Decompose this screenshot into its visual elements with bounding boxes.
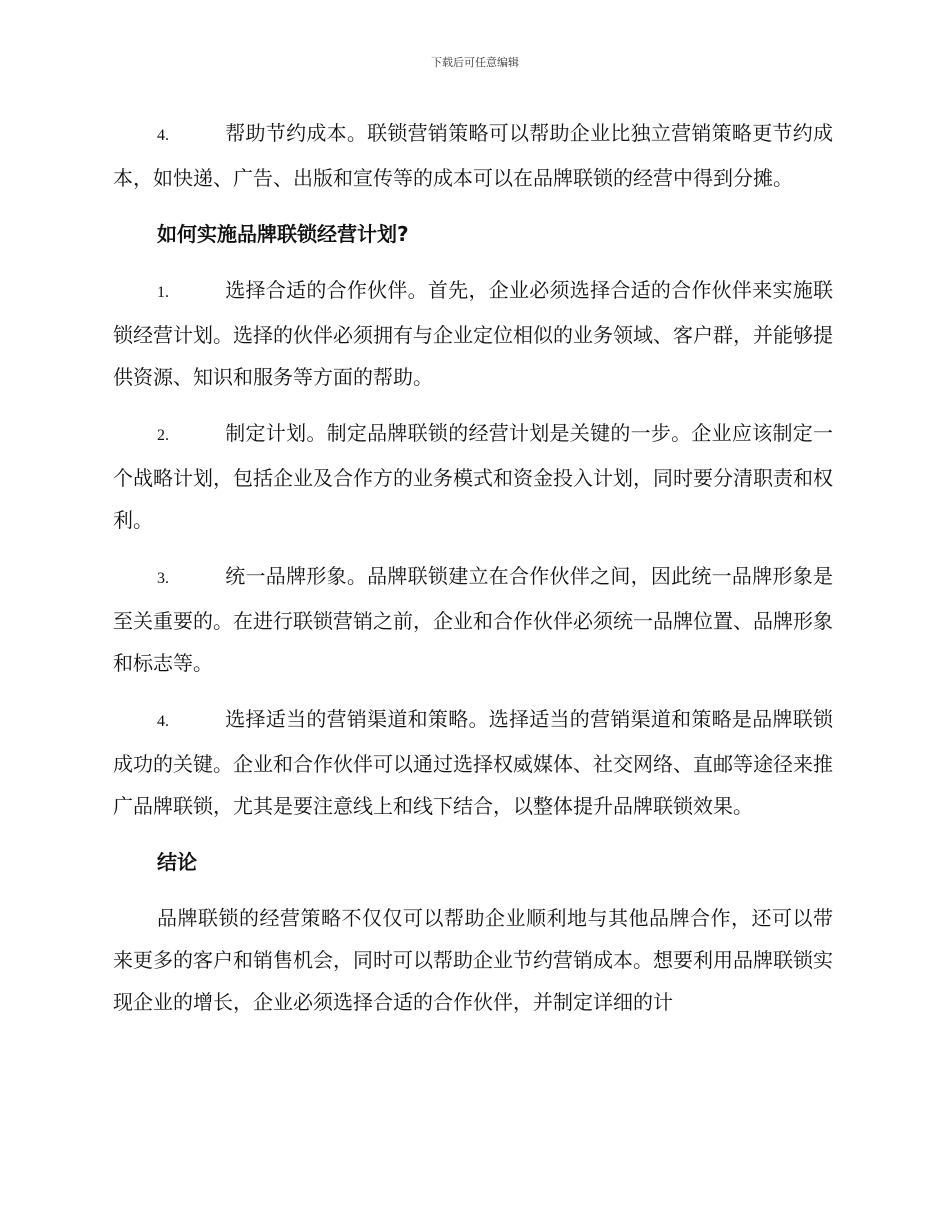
list-item-number: 2.: [157, 427, 169, 444]
list-item-number: 4.: [157, 713, 169, 730]
conclusion-paragraph: 品牌联锁的经营策略不仅仅可以帮助企业顺利地与其他品牌合作，还可以带来更多的客户和销售机会，同时可以帮助企业节约营销成本。想要利用品牌联锁实现企业的增长，企业必须选择合适的合作伙伴，并制定详细的计: [113, 906, 833, 1014]
list-item-number: 4.: [157, 127, 169, 144]
list-item: [113, 698, 833, 827]
list-item: [113, 112, 833, 199]
list-item-number: 1.: [157, 284, 169, 301]
page-header: 下载后可任意编辑: [431, 56, 519, 69]
document-body: [113, 112, 833, 1023]
list-item-text: 制定计划。制定品牌联锁的经营计划是关键的一步。企业应该制定一个战略计划，包括企业及合作方的业务模式和资金投入计划，同时要分清职责和权利。: [113, 421, 833, 532]
list-item: [113, 412, 833, 541]
list-item-number: 3.: [157, 570, 169, 587]
list-item-text: 选择合适的合作伙伴。首先，企业必须选择合适的合作伙伴来实施联锁经营计划。选择的伙伴必须拥有与企业定位相似的业务领域、客户群，并能够提供资源、知识和服务等方面的帮助。: [113, 278, 833, 389]
list-item: [113, 555, 833, 684]
list-item: [113, 269, 833, 398]
list-item-text: 统一品牌形象。品牌联锁建立在合作伙伴之间，因此统一品牌形象是至关重要的。在进行联锁营销之前，企业和合作伙伴必须统一品牌位置、品牌形象和标志等。: [113, 564, 833, 675]
section-heading: 如何实施品牌联锁经营计划?: [157, 222, 409, 246]
list-item-text: 选择适当的营销渠道和策略。选择适当的营销渠道和策略是品牌联锁成功的关键。企业和合作伙伴可以通过选择权威媒体、社交网络、直邮等途径来推广品牌联锁，尤其是要注意线上和线下结合，以整体提升品牌联锁效果。: [113, 707, 833, 818]
conclusion-heading: 结论: [157, 850, 197, 874]
list-item-text: 帮助节约成本。联锁营销策略可以帮助企业比独立营销策略更节约成本，如快递、广告、出版和宣传等的成本可以在品牌联锁的经营中得到分摊。: [113, 121, 833, 190]
